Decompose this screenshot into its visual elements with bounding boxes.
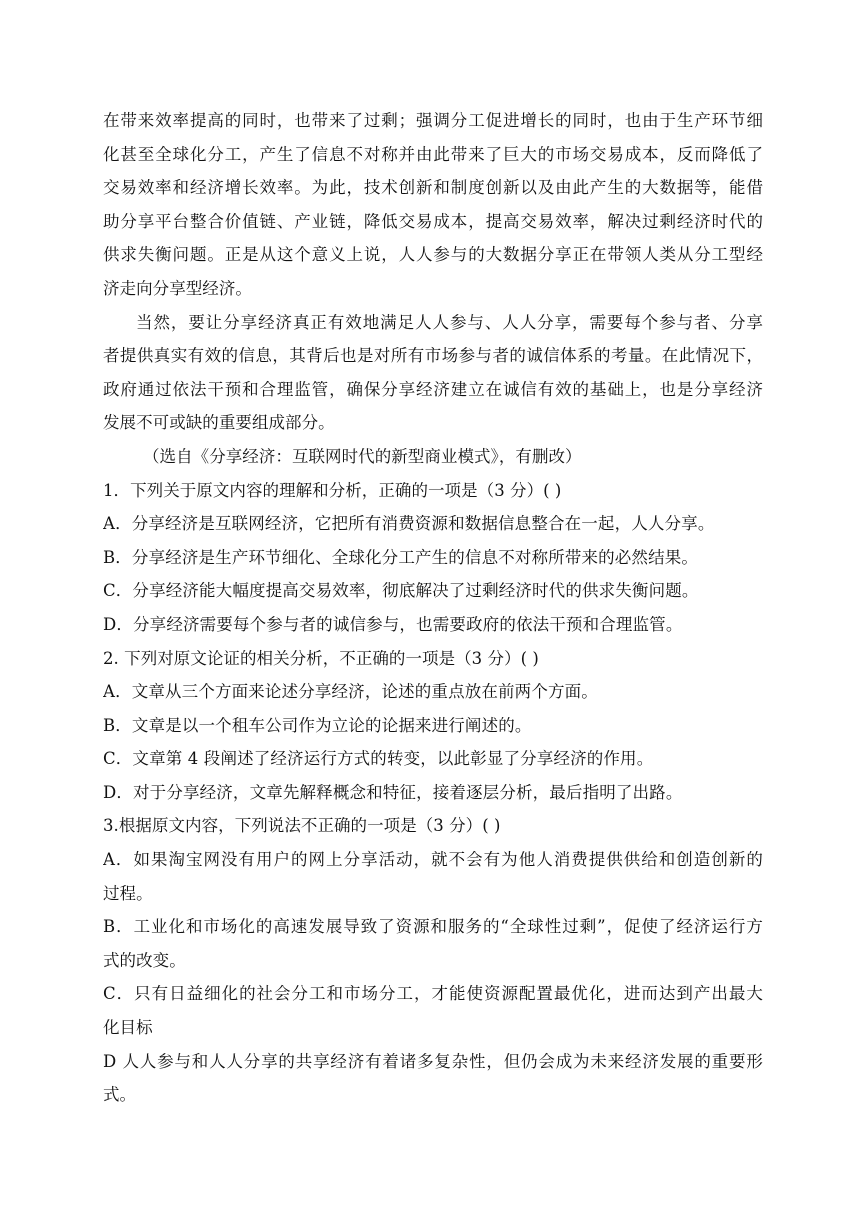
document-body — [103, 104, 763, 1112]
text-line: 济走向分享型经济。 — [103, 278, 252, 298]
option-c: C．只有日益细化的社会分工和市场分工，才能使资源配置最优化，进而达到产出最大 — [103, 984, 763, 1004]
option-a: A．分享经济是互联网经济，它把所有消费资源和数据信息整合在一起，人人分享。 — [103, 514, 715, 534]
passage-paragraph-2 — [103, 306, 763, 440]
question-stem: 2. 下列对原文论证的相关分析，不正确的一项是（3 分）( ) — [103, 648, 539, 668]
text-line: 助分享平台整合价值链、产业链，降低交易成本，提高交易效率，解决过剩经济时代的 — [103, 211, 763, 231]
option-c: C．文章第 4 段阐述了经济运行方式的转变，以此彰显了分享经济的作用。 — [103, 749, 654, 769]
option-b: B．文章是以一个租车公司作为立论的论据来进行阐述的。 — [103, 715, 532, 735]
source-citation: （选自《分享经济：互联网时代的新型商业模式》，有删改） — [143, 446, 582, 466]
question-2 — [103, 642, 763, 810]
question-stem: 3.根据原文内容，下列说法不正确的一项是（3 分）( ) — [103, 816, 501, 836]
text-line: 者提供真实有效的信息，其背后也是对所有市场参与者的诚信体系的考量。在此情况下， — [103, 346, 763, 366]
option-d: D．分享经济需要每个参与者的诚信参与，也需要政府的依法干预和合理监管。 — [103, 614, 683, 634]
question-1 — [103, 474, 763, 642]
option-b: B．工业化和市场化的高速发展导致了资源和服务的“全球性过剩”，促使了经济运行方 — [103, 917, 763, 937]
text-line: 当然，要让分享经济真正有效地满足人人参与、人人分享，需要每个参与者、分享 — [136, 312, 763, 332]
passage-paragraph-1 — [103, 104, 763, 306]
text-line: 交易效率和经济增长效率。为此，技术创新和制度创新以及由此产生的大数据等，能借 — [103, 178, 763, 198]
text-line: 化甚至全球化分工，产生了信息不对称并由此带来了巨大的市场交易成本，反而降低了 — [103, 144, 763, 164]
text-line: 供求失衡问题。正是从这个意义上说，人人参与的大数据分享正在带领人类从分工型经 — [103, 245, 763, 265]
question-3 — [103, 809, 763, 1111]
question-stem: 1．下列关于原文内容的理解和分析，正确的一项是（3 分）( ) — [103, 480, 562, 500]
text-line: 政府通过依法干预和合理监管，确保分享经济建立在诚信有效的基础上，也是分享经济 — [103, 379, 763, 399]
option-d-continued: 式。 — [103, 1085, 137, 1105]
option-d: D．对于分享经济，文章先解释概念和特征，接着逐层分析，最后指明了出路。 — [103, 782, 683, 802]
option-b-continued: 式的改变。 — [103, 950, 186, 970]
option-d: D 人人参与和人人分享的共享经济有着诸多复杂性，但仍会成为未来经济发展的重要形 — [103, 1051, 763, 1071]
option-a: A．文章从三个方面来论述分享经济，论述的重点放在前两个方面。 — [103, 682, 598, 702]
text-line: 在带来效率提高的同时，也带来了过剩；强调分工促进增长的同时，也由于生产环节细 — [103, 111, 763, 130]
text-line: 发展不可或缺的重要组成部分。 — [103, 413, 335, 433]
option-a-continued: 过程。 — [103, 883, 153, 903]
option-c: C．分享经济能大幅度提高交易效率，彻底解决了过剩经济时代的供求失衡问题。 — [103, 581, 699, 601]
option-b: B．分享经济是生产环节细化、全球化分工产生的信息不对称所带来的必然结果。 — [103, 547, 699, 567]
option-c-continued: 化目标 — [103, 1018, 153, 1038]
option-a: A．如果淘宝网没有用户的网上分享活动，就不会有为他人消费提供供给和创造创新的 — [103, 850, 763, 870]
